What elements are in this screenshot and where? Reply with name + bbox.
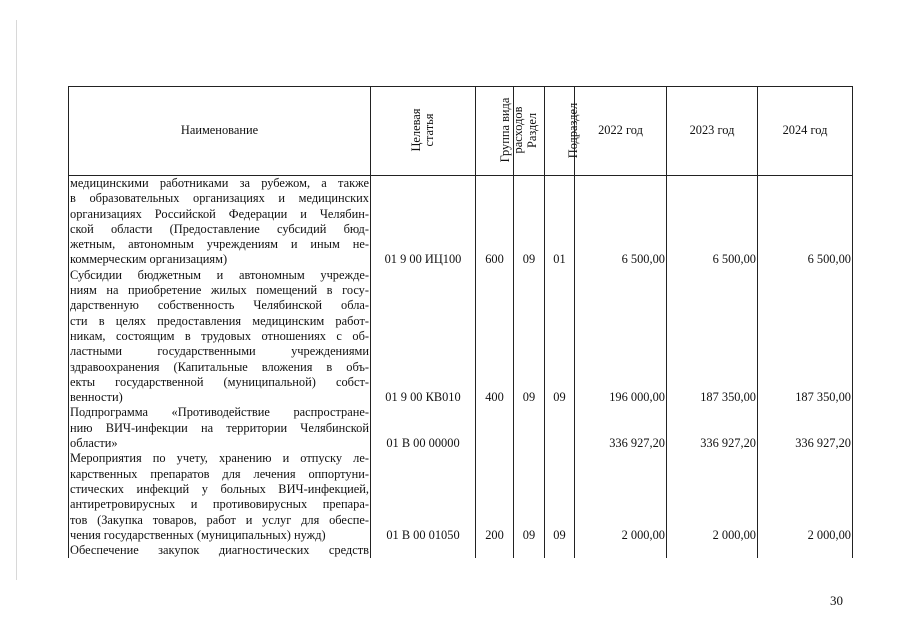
row-name-line: организациях Российской Федерации и Челябин-: [70, 206, 369, 221]
row-name-line: карственных препаратов для лечения оппортуни-: [70, 466, 369, 481]
row-section: 09: [514, 268, 545, 406]
row-name-line: Субсидии бюджетным и автономным учрежде-: [70, 267, 369, 282]
row-subsection: 09: [545, 268, 575, 406]
row-target-article: 01 9 00 ИЦ100: [371, 176, 476, 268]
row-name-line: тов (Закупка товаров, работ и услуг для обеспе-: [70, 512, 369, 527]
header-name: [69, 87, 371, 176]
header-name-label: Наименование: [180, 123, 259, 138]
row-target-article: 01 9 00 КВ010: [371, 268, 476, 406]
table-row: [69, 405, 853, 451]
row-name-line: медицинскими работниками за рубежом, а также: [70, 176, 369, 190]
header-expense-group: [476, 87, 525, 176]
header-year-2022-label: 2022 год: [598, 123, 643, 138]
row-name-line: екты государственной (муниципальной) собст-: [70, 374, 369, 389]
row-name-line: Подпрограмма «Противодействие распростране-: [70, 405, 369, 420]
row-name-line: ластными государственными учреждениями: [70, 344, 369, 359]
row-name-line: в образовательных организациях и медицинских: [70, 191, 369, 206]
row-section: [514, 405, 545, 451]
row-amount-2023: 6 500,00: [667, 176, 758, 268]
budget-table: [68, 86, 853, 558]
table-row: [69, 451, 853, 543]
row-name: [69, 176, 371, 268]
row-amount-2024: [758, 543, 853, 558]
row-name-line: никам, состоящим в трудовых отношениях с об-: [70, 328, 369, 343]
row-name-line: сти в целях предоставления медицинским работ-: [70, 313, 369, 328]
row-name-line: венности): [70, 390, 123, 405]
table-row: [69, 543, 853, 558]
header-year-2024-label: 2024 год: [782, 123, 828, 138]
row-name-line: антиретровирусных и противовирусных препара-: [70, 497, 369, 512]
row-name: [69, 405, 371, 451]
header-expense-group-label: Группа вида расходов: [498, 97, 525, 163]
row-section: [514, 543, 545, 558]
row-target-article: 01 В 00 00000: [371, 405, 476, 451]
row-amount-2022: 6 500,00: [575, 176, 667, 268]
row-subsection: [545, 543, 575, 558]
row-name: [69, 451, 371, 543]
header-year-2023-label: 2023 год: [689, 123, 735, 138]
row-name-line: здравоохранения (Капитальные вложения в объ-: [70, 359, 369, 374]
row-name-line: стических инфекций у больных ВИЧ-инфекцией,: [70, 481, 369, 496]
table-header-row: [69, 87, 853, 176]
row-name-line: чения государственных (муниципальных) нужд): [70, 527, 326, 542]
row-amount-2022: 196 000,00: [575, 268, 667, 406]
header-section-label: Раздел: [525, 113, 540, 149]
row-subsection: 09: [545, 451, 575, 543]
row-name-line: ниям на приобретение жилых помещений в госу-: [70, 283, 369, 298]
row-expense-group: 600: [476, 176, 514, 268]
header-target-article-label: Целевая статья: [409, 108, 436, 152]
row-target-article: 01 В 00 01050: [371, 451, 476, 543]
row-amount-2022: 336 927,20: [575, 405, 667, 451]
header-year-2023: [667, 87, 758, 176]
row-name-line: Обеспечение закупок диагностических средств: [70, 543, 369, 558]
row-amount-2024: 2 000,00: [758, 451, 853, 543]
row-name-line: области»: [70, 436, 118, 451]
row-section: 09: [514, 176, 545, 268]
row-name-line: ской области (Предоставление субсидий бюд-: [70, 221, 369, 236]
row-expense-group: 200: [476, 451, 514, 543]
row-name-line: Мероприятия по учету, хранению и отпуску ле-: [70, 451, 369, 466]
row-target-article: [371, 543, 476, 558]
row-expense-group: [476, 405, 514, 451]
row-expense-group: 400: [476, 268, 514, 406]
row-name: [69, 543, 371, 558]
row-amount-2023: 336 927,20: [667, 405, 758, 451]
table-row: [69, 176, 853, 268]
header-subsection: [545, 87, 581, 176]
row-amount-2024: 336 927,20: [758, 405, 853, 451]
row-name-line: жетным, автономным учреждениям и иным не-: [70, 237, 369, 252]
row-name-line: коммерческим организациям): [70, 252, 228, 267]
row-amount-2023: 187 350,00: [667, 268, 758, 406]
table-row: [69, 268, 853, 406]
row-name-line: дарственную собственность Челябинской обла-: [70, 298, 369, 313]
row-name-line: нию ВИЧ-инфекции на территории Челябинской: [70, 420, 369, 435]
header-year-2022: [575, 87, 667, 176]
row-name: [69, 268, 371, 406]
row-section: 09: [514, 451, 545, 543]
row-amount-2022: [575, 543, 667, 558]
row-amount-2022: 2 000,00: [575, 451, 667, 543]
page-number: 30: [830, 593, 843, 608]
row-amount-2023: 2 000,00: [667, 451, 758, 543]
row-amount-2023: [667, 543, 758, 558]
row-amount-2024: 187 350,00: [758, 268, 853, 406]
row-subsection: [545, 405, 575, 451]
header-target-article: [371, 87, 476, 176]
row-subsection: 01: [545, 176, 575, 268]
header-subsection-label: Подраздел: [566, 103, 581, 159]
page-edge-line: [16, 20, 17, 580]
row-amount-2024: 6 500,00: [758, 176, 853, 268]
row-expense-group: [476, 543, 514, 558]
header-year-2024: [758, 87, 853, 176]
